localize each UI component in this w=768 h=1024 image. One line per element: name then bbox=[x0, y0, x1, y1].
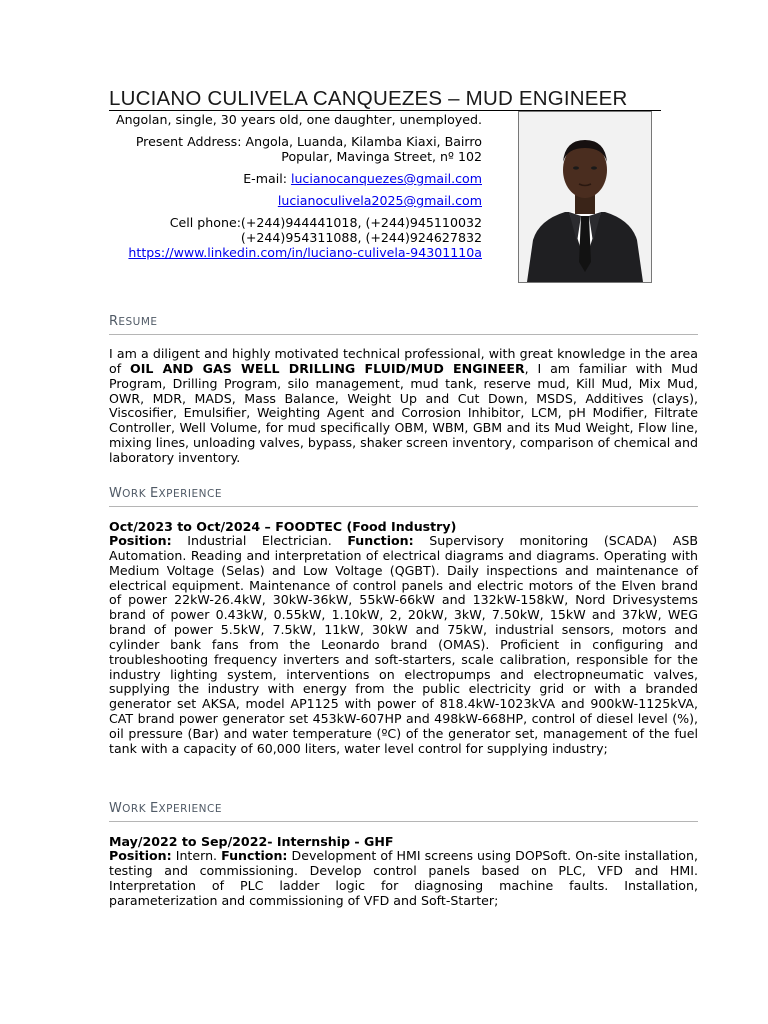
job-description: Position: Industrial Electrician. Function: Supervisory monitoring (SCADA) ASB Automation. Reading and interpretation of electrical diagrams and diagrams. Operating with Medium Voltage (Selas) and Low Voltage (QGBT). Daily inspections and maintenance of electrical equipment. Maintenance of control panels and electric motors of the Elven brand of power 22kW-26.4kW, 30kW-36kW, 55kW-66kW and 132kW-158kW, Nord Drivesystems brand of power 0.43kW, 0.55kW, 1.10kW, 2, 20kW, 3kW, 7.50kW, 15kW and 37kW, WEG brand of power 5.5kW, 7.5kW, 11kW, 30kW and 75kW, industrial sensors, motors and cylinder bank fans from the Leonardo brand (OMAS). Proficient in configuring and troubleshooting frequency inverters and soft-starters, scale calibration, responsible for the industry lighting system, interventions on electropumps and electropneumatic valves, supplying the industry with energy from the public electricity grid or with a branded generator set AKSA, model AP1125 with power of 818.4kW-1023kVA and 900kW-1125kVA, CAT brand power generator set 453kW-607HP and 498kW-668HP, control of diesel level (%), oil pressure (Bar) and water temperature (ºC) of the generator set, management of the fuel tank with a capacity of 60,000 liters, water level control for supplying industry; bbox=[109, 533, 698, 756]
specialty-highlight: OIL AND GAS WELL DRILLING FLUID/MUD ENGINEER bbox=[130, 360, 525, 376]
resume-summary: I am a diligent and highly motivated technical professional, with great knowledge in the area of OIL AND GAS WELL DRILLING FLUID/MUD ENGINEER, I am familiar with Mud Program, Drilling Program, silo management, mud tank, reserve mud, Kill Mud, Mix Mud, OWR, MDR, MADS, Mass Balance, Weight Up and Cut Down, MSDS, Additives (clays), Viscosifier, Emulsifier, Weighting Agent and Corrosion Inhibitor, LCM, pH Modifier, Filtrate Controller, Well Volume, for mud specifically OBM, WBM, GBM and its Mud Weight, Flow line, mixing lines, unloading valves, bypass, shaker screen inventory, comparison of chemical and laboratory inventory. bbox=[109, 346, 698, 465]
job-description: Position: Intern. Function: Development of HMI screens using DOPSoft. On-site installation, testing and commissioning. Develop control panels based on PLC, VFD and HMI. Interpretation of PLC ladder logic for diagnosing machine faults. Installation, parameterization and commissioning of VFD and Soft-Starter; bbox=[109, 848, 698, 908]
resume-page bbox=[109, 0, 699, 1024]
profile-photo bbox=[518, 111, 652, 283]
linkedin-link[interactable]: https://www.linkedin.com/in/luciano-culivela-94301110a bbox=[128, 245, 482, 260]
present-address: Present Address: Angola, Luanda, Kilamba Kiaxi, Bairro Popular, Mavinga Street, nº 102 bbox=[135, 134, 482, 164]
personal-info: Angolan, single, 30 years old, one daughter, unemployed. bbox=[115, 112, 482, 127]
email-line-2 bbox=[109, 193, 482, 208]
resume-section bbox=[109, 314, 698, 466]
work-experience-heading: WORK EXPERIENCE bbox=[109, 486, 698, 507]
email-line bbox=[109, 171, 482, 186]
work-experience-section-1 bbox=[109, 486, 698, 757]
job-title: May/2022 to Sep/2022- Internship - GHF bbox=[109, 834, 394, 849]
email-link-2[interactable]: lucianoculivela2025@gmail.com bbox=[277, 193, 482, 208]
linkedin-line bbox=[109, 245, 482, 260]
phone-line-1: Cell phone:(+244)944441018, (+244)945110032 bbox=[169, 215, 482, 230]
job-title: Oct/2023 to Oct/2024 – FOODTEC (Food Industry) bbox=[109, 519, 457, 534]
work-experience-section-2 bbox=[109, 801, 698, 908]
phone-line-2: (+244)954311088, (+244)924627832 bbox=[240, 230, 482, 245]
portrait-illustration bbox=[519, 112, 651, 282]
email-link-1[interactable]: lucianocanquezes@gmail.com bbox=[290, 171, 482, 186]
work-experience-heading: WORK EXPERIENCE bbox=[109, 801, 698, 822]
resume-heading: RESUME bbox=[109, 314, 698, 335]
contact-block bbox=[109, 112, 482, 267]
page-title: LUCIANO CULIVELA CANQUEZES – MUD ENGINEER bbox=[109, 87, 628, 110]
email-label: E-mail: bbox=[243, 171, 291, 186]
